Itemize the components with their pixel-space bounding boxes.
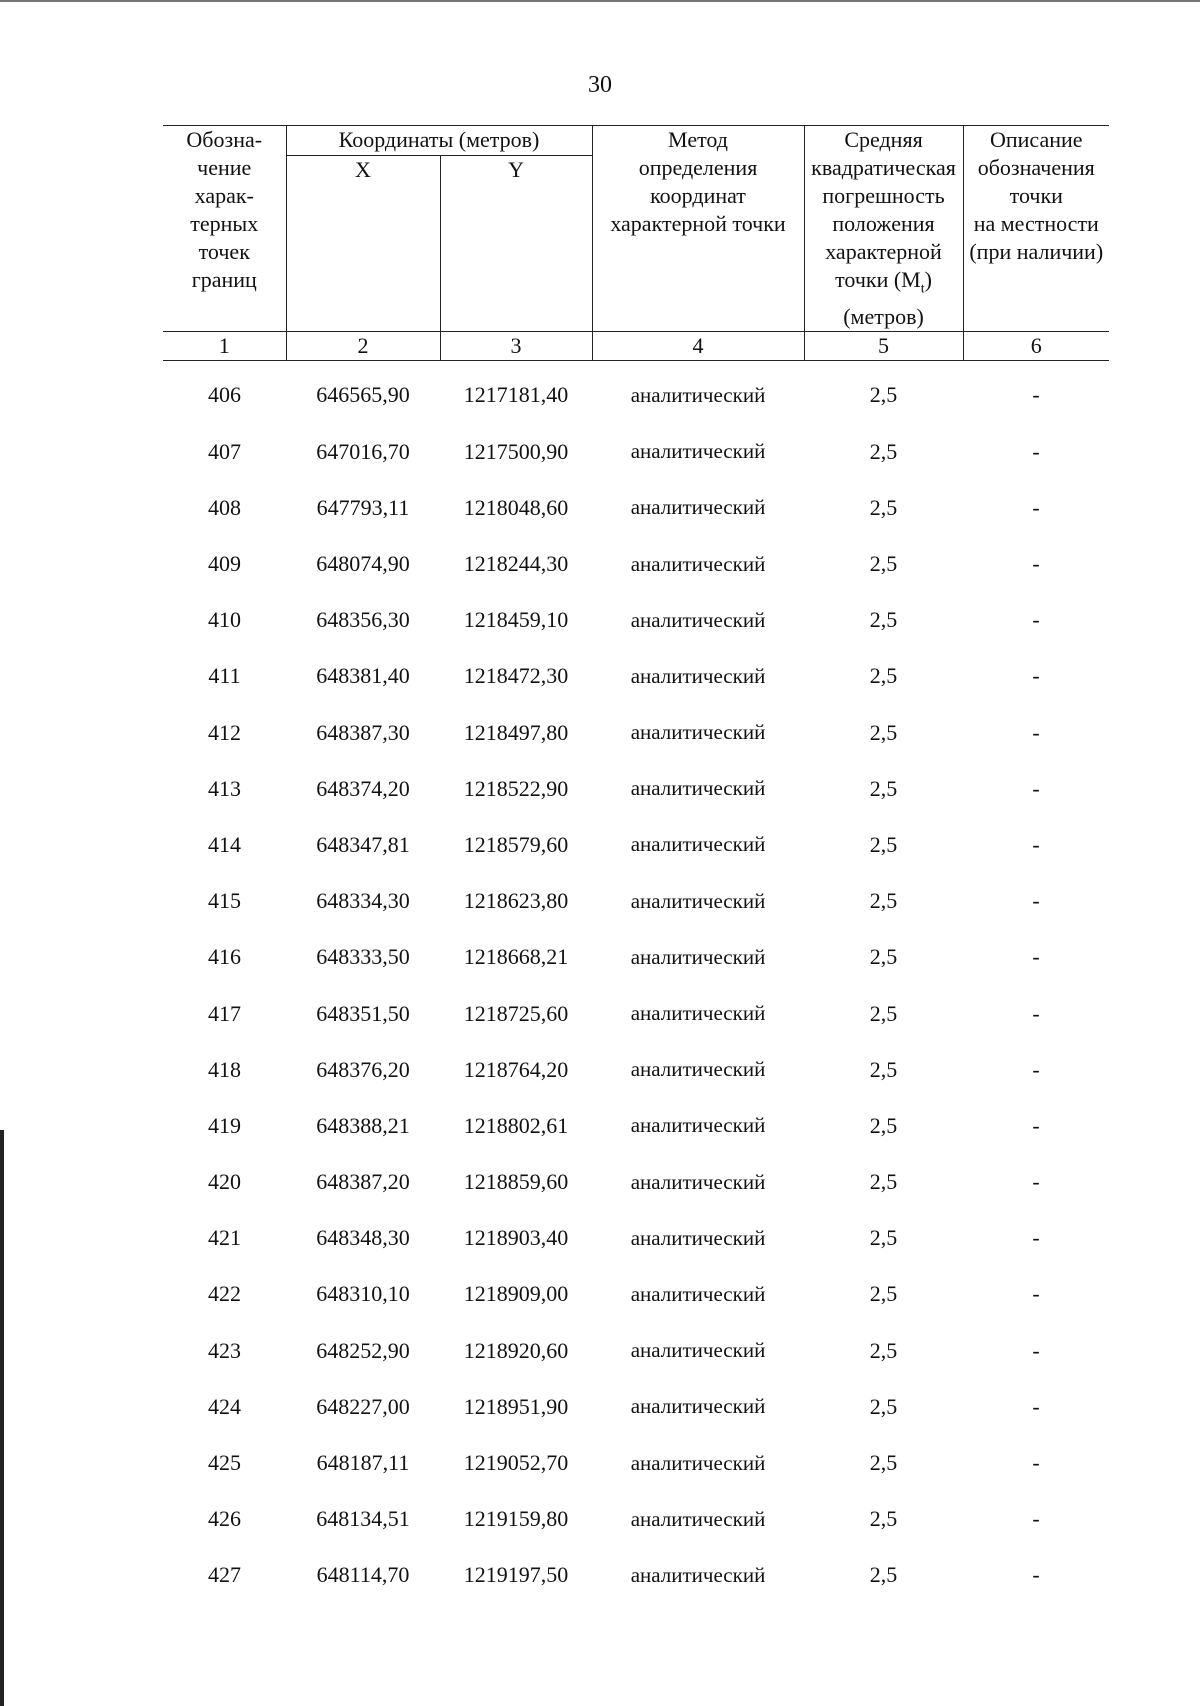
- method-cell: аналитический: [630, 1225, 766, 1250]
- column-number: 3: [440, 332, 592, 361]
- y-coordinate-cell: 1218802,61: [463, 1112, 569, 1138]
- point-id-cell: 406: [208, 382, 241, 408]
- error-cell: 2,5: [869, 1281, 898, 1307]
- error-cell: 2,5: [869, 494, 898, 520]
- table-row: [163, 480, 1109, 536]
- method-cell: аналитический: [630, 1113, 766, 1138]
- table-row: [163, 1547, 1109, 1603]
- table-row: [163, 1154, 1109, 1210]
- error-cell: 2,5: [869, 1169, 898, 1195]
- method-cell: аналитический: [630, 1394, 766, 1419]
- error-cell: 2,5: [869, 1056, 898, 1082]
- header-method: Метод определения координат характерной точки: [592, 126, 804, 332]
- table-row: [163, 761, 1109, 817]
- table-row: [163, 873, 1109, 929]
- x-coordinate-cell: 648387,20: [316, 1169, 410, 1195]
- error-cell: 2,5: [869, 831, 898, 857]
- x-coordinate-cell: 648187,11: [316, 1450, 410, 1476]
- point-id-cell: 412: [208, 719, 241, 745]
- table-row: [163, 1379, 1109, 1435]
- x-coordinate-cell: 648333,50: [316, 944, 410, 970]
- x-coordinate-cell: 648387,30: [316, 719, 410, 745]
- header-designation: Обозна- чение харак- терных точек границ: [163, 126, 286, 332]
- table-row: [163, 536, 1109, 592]
- method-cell: аналитический: [630, 1450, 766, 1475]
- method-cell: аналитический: [630, 382, 766, 407]
- header-error: Средняя квадратическая погрешность положения характерной точки $(M_t)$ (метров): [804, 126, 963, 332]
- y-coordinate-cell: 1219159,80: [463, 1506, 569, 1532]
- description-cell: -: [1032, 1450, 1040, 1476]
- error-cell: 2,5: [869, 663, 898, 689]
- header-x: X: [286, 155, 440, 331]
- method-cell: аналитический: [630, 551, 766, 576]
- table-row: [163, 817, 1109, 873]
- x-coordinate-cell: 647793,11: [316, 494, 410, 520]
- table-row: [163, 929, 1109, 985]
- point-id-cell: 414: [208, 831, 241, 857]
- description-cell: -: [1032, 382, 1040, 408]
- y-coordinate-cell: 1218244,30: [463, 551, 569, 577]
- description-cell: -: [1032, 1112, 1040, 1138]
- description-cell: -: [1032, 494, 1040, 520]
- table-row: [163, 1491, 1109, 1547]
- point-id-cell: 418: [208, 1056, 241, 1082]
- y-coordinate-cell: 1218668,21: [463, 944, 569, 970]
- column-number: 5: [804, 332, 963, 361]
- error-cell: 2,5: [869, 382, 898, 408]
- error-cell: 2,5: [869, 1337, 898, 1363]
- y-coordinate-cell: 1218472,30: [463, 663, 569, 689]
- scan-top-edge: [0, 0, 1200, 2]
- x-coordinate-cell: 648310,10: [316, 1281, 410, 1307]
- y-coordinate-cell: 1218725,60: [463, 1000, 569, 1026]
- header-description: Описание обозначения точки на местности (при наличии): [963, 126, 1109, 332]
- method-cell: аналитический: [630, 1338, 766, 1363]
- x-coordinate-cell: 648374,20: [316, 775, 410, 801]
- point-id-cell: 415: [208, 888, 241, 914]
- method-cell: аналитический: [630, 439, 766, 464]
- description-cell: -: [1032, 775, 1040, 801]
- point-id-cell: 427: [208, 1562, 241, 1588]
- table-row: [163, 1098, 1109, 1154]
- point-id-cell: 417: [208, 1000, 241, 1026]
- x-coordinate-cell: 648114,70: [316, 1562, 410, 1588]
- table-row: [163, 648, 1109, 704]
- column-number: 4: [592, 332, 804, 361]
- x-coordinate-cell: 648356,30: [316, 607, 410, 633]
- point-id-cell: 409: [208, 551, 241, 577]
- column-number-row: [163, 332, 1109, 361]
- error-cell: 2,5: [869, 1000, 898, 1026]
- description-cell: -: [1032, 607, 1040, 633]
- table-row: [163, 361, 1109, 424]
- y-coordinate-cell: 1218920,60: [463, 1337, 569, 1363]
- y-coordinate-cell: 1218579,60: [463, 831, 569, 857]
- table-row: [163, 1266, 1109, 1322]
- error-cell: 2,5: [869, 944, 898, 970]
- error-cell: 2,5: [869, 1393, 898, 1419]
- coordinates-table: [163, 125, 1109, 1604]
- x-coordinate-cell: 648347,81: [316, 831, 410, 857]
- x-coordinate-cell: 648348,30: [316, 1225, 410, 1251]
- x-coordinate-cell: 646565,90: [316, 382, 410, 408]
- header-coordinates: Координаты (метров): [286, 126, 592, 156]
- column-number: 1: [163, 332, 286, 361]
- x-coordinate-cell: 647016,70: [316, 438, 410, 464]
- description-cell: -: [1032, 1562, 1040, 1588]
- description-cell: -: [1032, 1393, 1040, 1419]
- point-id-cell: 411: [208, 663, 241, 689]
- x-coordinate-cell: 648227,00: [316, 1393, 410, 1419]
- point-id-cell: 426: [208, 1506, 241, 1532]
- error-cell: 2,5: [869, 1112, 898, 1138]
- method-cell: аналитический: [630, 607, 766, 632]
- method-cell: аналитический: [630, 663, 766, 688]
- method-cell: аналитический: [630, 1281, 766, 1306]
- point-id-cell: 421: [208, 1225, 241, 1251]
- description-cell: -: [1032, 831, 1040, 857]
- scan-left-edge: [0, 1130, 4, 1706]
- error-cell: 2,5: [869, 775, 898, 801]
- x-coordinate-cell: 648074,90: [316, 551, 410, 577]
- y-coordinate-cell: 1217500,90: [463, 438, 569, 464]
- column-number: 6: [963, 332, 1109, 361]
- error-cell: 2,5: [869, 1225, 898, 1251]
- description-cell: -: [1032, 719, 1040, 745]
- method-cell: аналитический: [630, 1057, 766, 1082]
- column-number: 2: [286, 332, 440, 361]
- y-coordinate-cell: 1218048,60: [463, 494, 569, 520]
- x-coordinate-cell: 648351,50: [316, 1000, 410, 1026]
- method-cell: аналитический: [630, 720, 766, 745]
- point-id-cell: 423: [208, 1337, 241, 1363]
- method-cell: аналитический: [630, 1562, 766, 1587]
- y-coordinate-cell: 1218459,10: [463, 607, 569, 633]
- y-coordinate-cell: 1219197,50: [463, 1562, 569, 1588]
- y-coordinate-cell: 1218859,60: [463, 1169, 569, 1195]
- method-cell: аналитический: [630, 832, 766, 857]
- description-cell: -: [1032, 1225, 1040, 1251]
- point-id-cell: 416: [208, 944, 241, 970]
- page-number: 30: [588, 72, 612, 98]
- error-cell: 2,5: [869, 551, 898, 577]
- description-cell: -: [1032, 888, 1040, 914]
- point-id-cell: 408: [208, 494, 241, 520]
- table-row: [163, 985, 1109, 1041]
- point-id-cell: 413: [208, 775, 241, 801]
- method-cell: аналитический: [630, 1506, 766, 1531]
- error-cell: 2,5: [869, 1450, 898, 1476]
- method-cell: аналитический: [630, 776, 766, 801]
- description-cell: -: [1032, 1337, 1040, 1363]
- y-coordinate-cell: 1218623,80: [463, 888, 569, 914]
- x-coordinate-cell: 648381,40: [316, 663, 410, 689]
- y-coordinate-cell: 1218497,80: [463, 719, 569, 745]
- point-id-cell: 420: [208, 1169, 241, 1195]
- y-coordinate-cell: 1218522,90: [463, 775, 569, 801]
- method-cell: аналитический: [630, 495, 766, 520]
- error-cell: 2,5: [869, 438, 898, 464]
- y-coordinate-cell: 1217181,40: [463, 382, 569, 408]
- y-coordinate-cell: 1218951,90: [463, 1393, 569, 1419]
- error-cell: 2,5: [869, 1562, 898, 1588]
- table-row: [163, 705, 1109, 761]
- x-coordinate-cell: 648252,90: [316, 1337, 410, 1363]
- point-id-cell: 422: [208, 1281, 241, 1307]
- y-coordinate-cell: 1218909,00: [463, 1281, 569, 1307]
- header-y: Y: [440, 155, 592, 331]
- description-cell: -: [1032, 1281, 1040, 1307]
- error-cell: 2,5: [869, 607, 898, 633]
- description-cell: -: [1032, 663, 1040, 689]
- table-row: [163, 1210, 1109, 1266]
- description-cell: -: [1032, 944, 1040, 970]
- y-coordinate-cell: 1219052,70: [463, 1450, 569, 1476]
- point-id-cell: 424: [208, 1393, 241, 1419]
- table-row: [163, 424, 1109, 480]
- y-coordinate-cell: 1218903,40: [463, 1225, 569, 1251]
- description-cell: -: [1032, 551, 1040, 577]
- method-cell: аналитический: [630, 1001, 766, 1026]
- point-id-cell: 419: [208, 1112, 241, 1138]
- x-coordinate-cell: 648388,21: [316, 1112, 410, 1138]
- table-row: [163, 1323, 1109, 1379]
- table-row: [163, 592, 1109, 648]
- error-cell: 2,5: [869, 719, 898, 745]
- point-id-cell: 425: [208, 1450, 241, 1476]
- method-cell: аналитический: [630, 1169, 766, 1194]
- table-row: [163, 1435, 1109, 1491]
- method-cell: аналитический: [630, 888, 766, 913]
- error-cell: 2,5: [869, 888, 898, 914]
- x-coordinate-cell: 648334,30: [316, 888, 410, 914]
- description-cell: -: [1032, 1056, 1040, 1082]
- y-coordinate-cell: 1218764,20: [463, 1056, 569, 1082]
- description-cell: -: [1032, 438, 1040, 464]
- point-id-cell: 410: [208, 607, 241, 633]
- description-cell: -: [1032, 1506, 1040, 1532]
- description-cell: -: [1032, 1000, 1040, 1026]
- point-id-cell: 407: [208, 438, 241, 464]
- x-coordinate-cell: 648134,51: [316, 1506, 410, 1532]
- description-cell: -: [1032, 1169, 1040, 1195]
- x-coordinate-cell: 648376,20: [316, 1056, 410, 1082]
- error-cell: 2,5: [869, 1506, 898, 1532]
- method-cell: аналитический: [630, 944, 766, 969]
- table-row: [163, 1042, 1109, 1098]
